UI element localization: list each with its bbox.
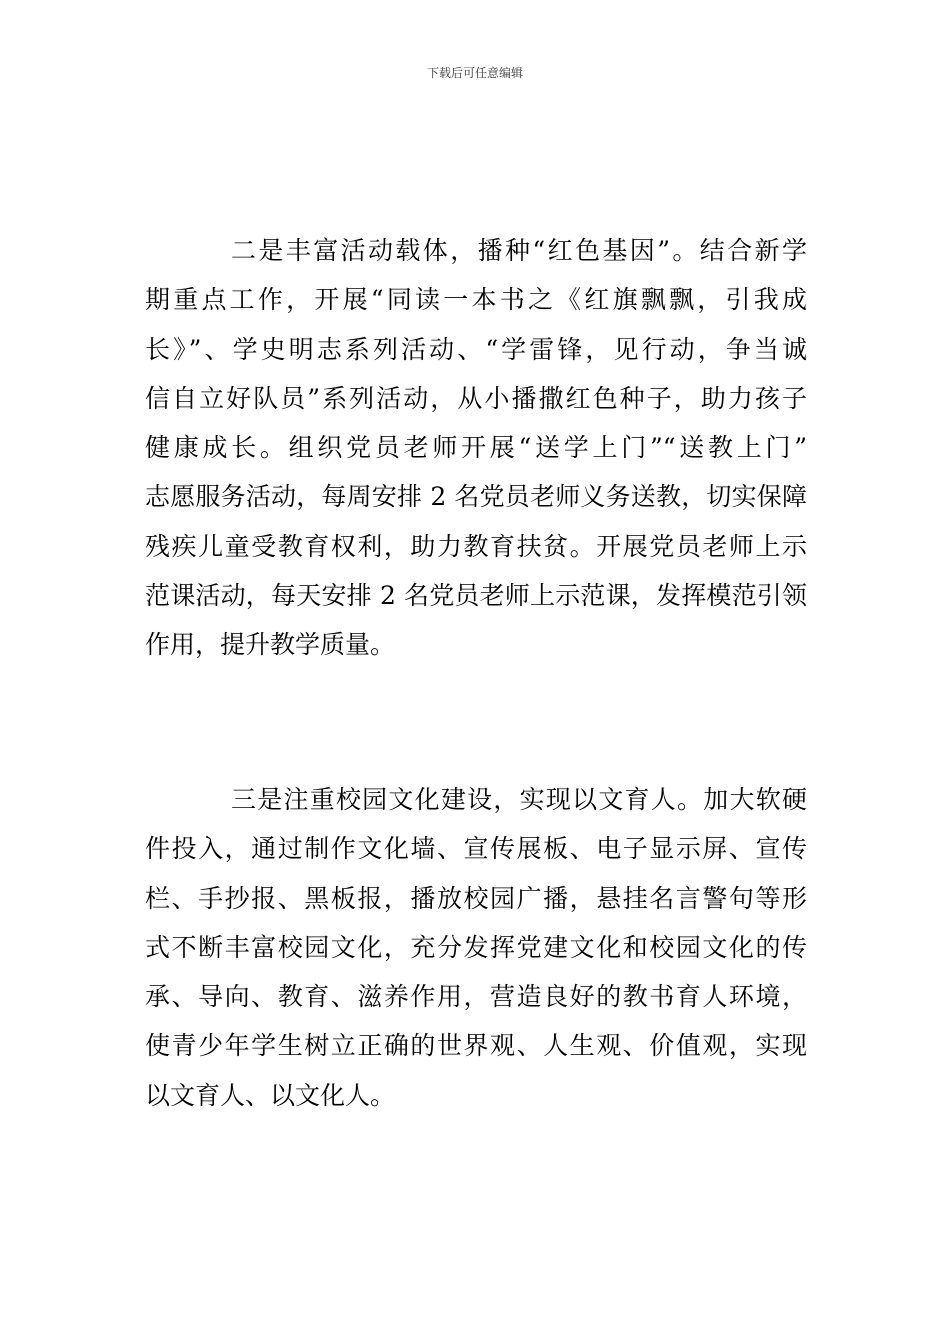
paragraph-line: 信自立好队员”系列活动，从小播撒红色种子，助力孩子 bbox=[145, 383, 807, 413]
paragraph-line: 健康成长。组织党员老师开展“送学上门”“送教上门” bbox=[145, 433, 807, 463]
paragraph-line: 志愿服务活动，每周安排 2 名党员老师义务送教，切实保障 bbox=[145, 482, 807, 512]
page-header: 下载后可任意编辑 bbox=[426, 66, 523, 80]
paragraph-line: 残疾儿童受教育权利，助力教育扶贫。开展党员老师上示 bbox=[145, 531, 807, 561]
paragraph-line: 以文育人、以文化人。 bbox=[145, 1080, 396, 1110]
paragraph-line: 式不断丰富校园文化，充分发挥党建文化和校园文化的传 bbox=[145, 932, 807, 962]
paragraph-line: 栏、手抄报、黑板报，播放校园广播，悬挂名言警句等形 bbox=[145, 883, 807, 913]
paragraph-line: 二是丰富活动载体，播种“红色基因”。结合新学 bbox=[231, 236, 807, 265]
paragraph-line: 期重点工作，开展“同读一本书之《红旗飘飘，引我成 bbox=[145, 285, 807, 315]
paragraph-line: 承、导向、教育、滋养作用，营造良好的教书育人环境， bbox=[145, 982, 807, 1012]
paragraph-line: 范课活动，每天安排 2 名党员老师上示范课，发挥模范引领 bbox=[145, 581, 807, 611]
paragraph-campus-culture bbox=[145, 775, 807, 1120]
paragraph-activity-carriers bbox=[145, 226, 807, 670]
paragraph-line: 三是注重校园文化建设，实现以文育人。加大软硬 bbox=[231, 785, 807, 814]
paragraph-line: 作用，提升教学质量。 bbox=[145, 630, 396, 660]
paragraph-line: 件投入，通过制作文化墙、宣传展板、电子显示屏、宣传 bbox=[145, 834, 807, 864]
paragraph-line: 使青少年学生树立正确的世界观、人生观、价值观，实现 bbox=[145, 1031, 807, 1061]
paragraph-line: 长》”、学史明志系列活动、“学雷锋，见行动，争当诚 bbox=[145, 334, 807, 364]
